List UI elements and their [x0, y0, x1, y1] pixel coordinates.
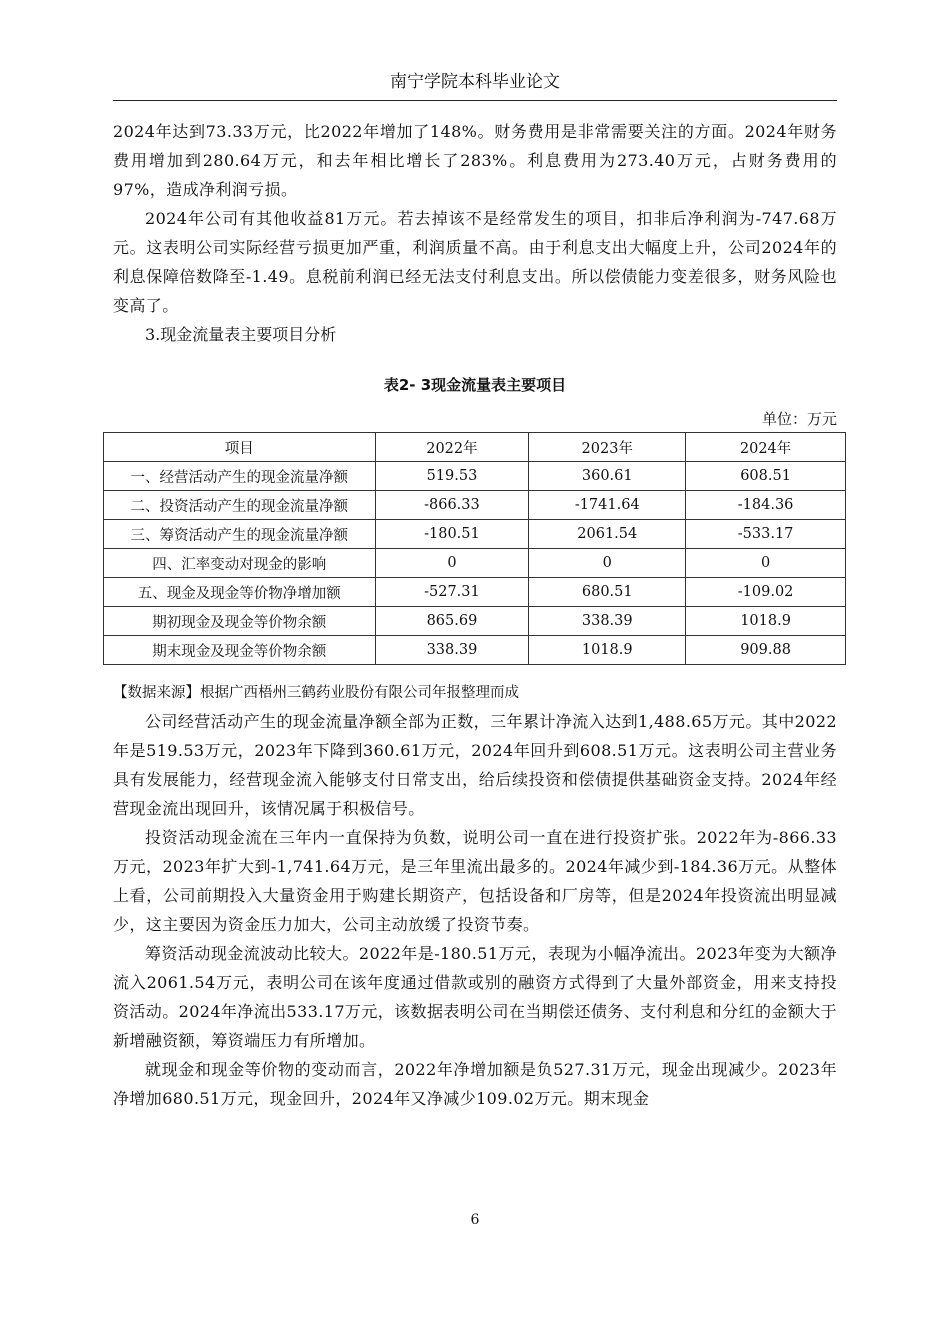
table-cell: 608.51 — [686, 462, 846, 491]
paragraph: 就现金和现金等价物的变动而言，2022年净增加额是负527.31万元，现金出现减少。2023年净增加680.51万元，现金回升，2024年又净减少109.02万元。期末现金 — [113, 1060, 837, 1108]
paragraph: 2024年公司有其他收益81万元。若去掉该不是经常发生的项目，扣非后净利润为-747.68万元。这表明公司实际经营亏损更加严重，利润质量不高。由于利息支出大幅度上升，公司2024年的利息保障倍数降至-1.49。息税前利润已经无法支付利息支出。所以偿债能力变差很多，财务风险也变高了。 — [113, 209, 837, 315]
table-cell: 1018.9 — [686, 607, 846, 636]
table-cell: 0 — [529, 549, 686, 578]
header-cell: 2023年 — [529, 433, 686, 462]
table-row — [104, 607, 846, 636]
body-bottom — [113, 707, 837, 1113]
table-row — [104, 636, 846, 665]
table-cell: -1741.64 — [529, 491, 686, 520]
table-title: 表2- 3现金流量表主要项目 — [383, 376, 567, 394]
table-row — [104, 491, 846, 520]
table-cell: -180.51 — [375, 520, 529, 549]
table-cell: 360.61 — [529, 462, 686, 491]
section-heading: 3.现金流量表主要项目分析 — [145, 325, 337, 344]
table-row — [104, 462, 846, 491]
table-cell: -866.33 — [375, 491, 529, 520]
table-cell: 期末现金及现金等价物余额 — [104, 636, 376, 665]
table-cell: -184.36 — [686, 491, 846, 520]
table-row — [104, 520, 846, 549]
table-cell: 2061.54 — [529, 520, 686, 549]
table-cell: 1018.9 — [529, 636, 686, 665]
table-cell: -527.31 — [375, 578, 529, 607]
paragraph: 投资活动现金流在三年内一直保持为负数，说明公司一直在进行投资扩张。2022年为-866.33万元，2023年扩大到-1,741.64万元，是三年里流出最多的。2024年减少到-184.36万元。从整体上看，公司前期投入大量资金用于购建长期资产，包括设备和厂房等，但是2024年投资流出明显减少，这主要因为资金压力加大，公司主动放缓了投资节奏。 — [113, 828, 837, 934]
table-row — [104, 578, 846, 607]
table-cell: 二、投资活动产生的现金流量净额 — [104, 491, 376, 520]
page-number: 6 — [470, 1212, 480, 1228]
header-cell: 项目 — [104, 433, 376, 462]
table-cell: 519.53 — [375, 462, 529, 491]
cash-flow-table — [103, 432, 846, 665]
table-cell: 680.51 — [529, 578, 686, 607]
table-unit: 单位：万元 — [761, 410, 837, 428]
table-cell: 四、汇率变动对现金的影响 — [104, 549, 376, 578]
header-cell: 2024年 — [686, 433, 846, 462]
table-cell: 三、筹资活动产生的现金流量净额 — [104, 520, 376, 549]
body-top — [113, 117, 837, 349]
table-row — [104, 549, 846, 578]
header-cell: 2022年 — [375, 433, 529, 462]
table-cell: 865.69 — [375, 607, 529, 636]
table-cell: 338.39 — [529, 607, 686, 636]
table-header-row — [104, 433, 846, 462]
table-cell: 期初现金及现金等价物余额 — [104, 607, 376, 636]
paragraph: 2024年达到73.33万元，比2022年增加了148%。财务费用是非常需要关注的方面。2024年财务费用增加到280.64万元，和去年相比增长了283%。利息费用为273.40万元，占财务费用的97%，造成净利润亏损。 — [113, 122, 837, 199]
table-cell: -533.17 — [686, 520, 846, 549]
table-cell: 五、现金及现金等价物净增加额 — [104, 578, 376, 607]
table-cell: -109.02 — [686, 578, 846, 607]
table-cell: 0 — [686, 549, 846, 578]
table-cell: 一、经营活动产生的现金流量净额 — [104, 462, 376, 491]
table-source-note: 【数据来源】根据广西梧州三鹤药业股份有限公司年报整理而成 — [113, 685, 519, 701]
page-header: 南宁学院本科毕业论文 — [113, 68, 837, 101]
table-cell: 909.88 — [686, 636, 846, 665]
table-cell: 0 — [375, 549, 529, 578]
table-cell: 338.39 — [375, 636, 529, 665]
paragraph: 筹资活动现金流波动比较大。2022年是-180.51万元，表现为小幅净流出。2023年变为大额净流入2061.54万元，表明公司在该年度通过借款或别的融资方式得到了大量外部资金，用来支持投资活动。2024年净流出533.17万元，该数据表明公司在当期偿还债务、支付利息和分红的金额大于新增融资额，筹资端压力有所增加。 — [113, 944, 837, 1050]
paragraph: 公司经营活动产生的现金流量净额全部为正数，三年累计净流入达到1,488.65万元。其中2022年是519.53万元，2023年下降到360.61万元，2024年回升到608.51万元。这表明公司主营业务具有发展能力，经营现金流入能够支付日常支出，给后续投资和偿债提供基础资金支持。2024年经营现金流出现回升，该情况属于积极信号。 — [113, 712, 837, 818]
